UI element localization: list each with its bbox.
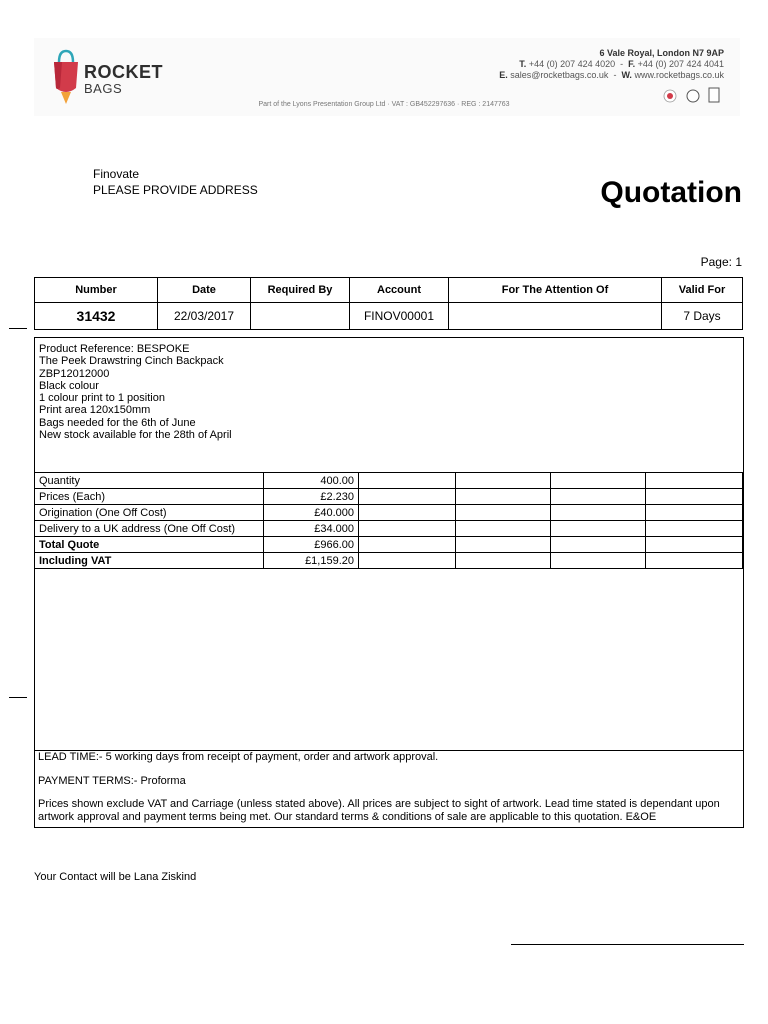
col-valid-for: Valid For <box>662 278 743 303</box>
quote-number: 31432 <box>35 303 158 330</box>
customer-name: Finovate <box>93 167 140 181</box>
product-line: 1 colour print to 1 position <box>39 392 165 405</box>
value-row <box>35 303 743 330</box>
empty-cell <box>551 505 646 521</box>
account-value: FINOV00001 <box>350 303 449 330</box>
terms-disclaimer: Prices shown exclude VAT and Carriage (unless stated above). All prices are subject to sight of artwork. Lead time stated is dependant upon artwork approval and payment terms being met. Our standard terms & conditions of sale are applicable to this quotation. E&OE <box>38 798 720 823</box>
product-line: Product Reference: BESPOKE <box>39 343 190 355</box>
company-contact-block <box>499 48 724 81</box>
empty-cell <box>456 489 551 505</box>
empty-cell <box>359 473 456 489</box>
col-attention: For The Attention Of <box>449 278 662 303</box>
total-label: Total Quote <box>35 537 264 553</box>
cert-badge-red-icon <box>667 93 673 99</box>
attention-value <box>449 303 662 330</box>
logo-wordmark-top: ROCKET <box>84 62 163 82</box>
price-row <box>35 489 743 505</box>
empty-cell <box>456 473 551 489</box>
tel-number: +44 (0) 207 424 4020 <box>528 59 616 69</box>
document-title: Quotation <box>600 176 742 209</box>
price-label: Delivery to a UK address (One Off Cost) <box>35 521 264 537</box>
tel-label: T. <box>519 59 527 69</box>
email-address[interactable]: sales@rocketbags.co.uk <box>510 70 609 80</box>
email-label: E. <box>499 70 508 80</box>
empty-cell <box>646 473 743 489</box>
col-number: Number <box>35 278 158 303</box>
price-value: £40.000 <box>264 505 359 521</box>
customer-address: PLEASE PROVIDE ADDRESS <box>93 183 258 197</box>
email-web-line: E. sales@rocketbags.co.uk - W. www.rocketbags.co.uk <box>499 70 724 80</box>
vat-row <box>35 553 743 569</box>
price-label: Prices (Each) <box>35 489 264 505</box>
empty-cell <box>646 537 743 553</box>
price-value: £2.230 <box>264 489 359 505</box>
product-line: Print area 120x150mm <box>39 404 151 417</box>
empty-cell <box>359 505 456 521</box>
web-address[interactable]: www.rocketbags.co.uk <box>634 70 724 80</box>
phone-fax-line: T. +44 (0) 207 424 4020 - F. +44 (0) 207 424 4041 <box>519 59 724 69</box>
empty-cell <box>646 489 743 505</box>
product-line: Bags needed for the 6th of June <box>39 416 196 429</box>
price-row <box>35 505 743 521</box>
contact-line: Your Contact will be Lana Ziskind <box>34 871 197 883</box>
empty-cell <box>551 521 646 537</box>
payment-terms: PAYMENT TERMS:- Proforma <box>38 774 186 787</box>
product-line: ZBP12012000 <box>39 367 110 380</box>
vat-value: £1,159.20 <box>264 553 359 569</box>
company-group-registration: Part of the Lyons Presentation Group Ltd · VAT : GB452297636 · REG : 2147763 <box>258 101 510 108</box>
terms-block <box>38 751 738 834</box>
empty-cell <box>551 537 646 553</box>
empty-cell <box>359 489 456 505</box>
empty-cell <box>646 521 743 537</box>
customer-block <box>93 166 258 198</box>
empty-cell <box>456 521 551 537</box>
price-value: 400.00 <box>264 473 359 489</box>
product-line: The Peek Drawstring Cinch Backpack <box>39 355 224 368</box>
fold-mark <box>9 328 27 329</box>
valid-for-value: 7 Days <box>662 303 743 330</box>
lead-time: LEAD TIME:- 5 working days from receipt of payment, order and artwork approval. <box>38 751 439 763</box>
empty-cell <box>551 489 646 505</box>
col-account: Account <box>350 278 449 303</box>
fold-mark <box>9 697 27 698</box>
empty-cell <box>646 553 743 569</box>
price-row <box>35 521 743 537</box>
col-required-by: Required By <box>251 278 350 303</box>
empty-cell <box>359 553 456 569</box>
fax-number: +44 (0) 207 424 4041 <box>637 59 724 69</box>
price-value: £34.000 <box>264 521 359 537</box>
sedex-badge-icon <box>709 88 719 102</box>
quote-date: 22/03/2017 <box>158 303 251 330</box>
empty-cell <box>456 537 551 553</box>
quotation-header-table <box>34 277 743 330</box>
logo-wordmark-bottom: BAGS <box>84 81 123 96</box>
empty-cell <box>551 473 646 489</box>
company-address: 6 Vale Royal, London N7 9AP <box>599 48 724 58</box>
price-label: Quantity <box>35 473 264 489</box>
vat-label: Including VAT <box>35 553 264 569</box>
rocket-bag-icon <box>50 48 82 108</box>
web-label: W. <box>621 70 632 80</box>
price-row <box>35 473 743 489</box>
empty-cell <box>456 553 551 569</box>
product-description <box>39 343 232 441</box>
product-line: New stock available for the 28th of April <box>39 429 232 442</box>
signature-line <box>511 944 744 945</box>
empty-cell <box>551 553 646 569</box>
required-by-value <box>251 303 350 330</box>
pricing-table <box>34 472 743 569</box>
col-date: Date <box>158 278 251 303</box>
rocket-bags-logo <box>50 48 180 108</box>
empty-cell <box>359 521 456 537</box>
empty-cell <box>359 537 456 553</box>
product-line: Black colour <box>39 379 99 392</box>
empty-cell <box>646 505 743 521</box>
total-row <box>35 537 743 553</box>
fax-label: F. <box>628 59 636 69</box>
page-number: Page: 1 <box>700 255 742 269</box>
price-label: Origination (One Off Cost) <box>35 505 264 521</box>
header-row <box>35 278 743 303</box>
empty-cell <box>456 505 551 521</box>
total-value: £966.00 <box>264 537 359 553</box>
